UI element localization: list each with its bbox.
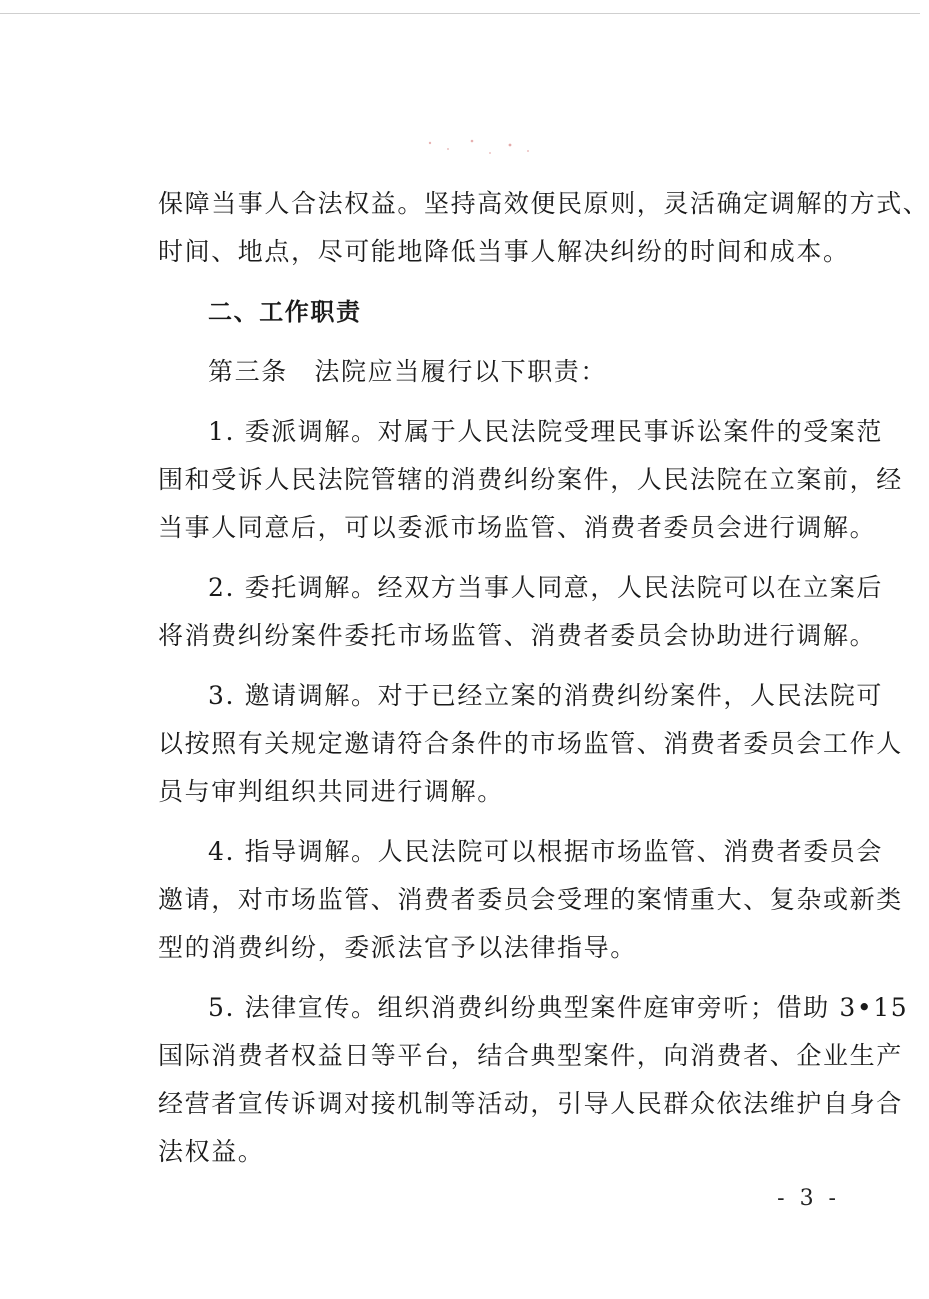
- top-scan-edge: [0, 13, 920, 14]
- paragraph-line: 将消费纠纷案件委托市场监管、消费者委员会协助进行调解。: [158, 621, 877, 650]
- paragraph-line: 当事人同意后，可以委派市场监管、消费者委员会进行调解。: [158, 513, 877, 542]
- faint-stamp-mark: [420, 135, 540, 161]
- paragraph-line: 法权益。: [158, 1137, 265, 1166]
- paragraph-line: 时间、地点，尽可能地降低当事人解决纠纷的时间和成本。: [158, 237, 850, 266]
- paragraph-line: 国际消费者权益日等平台，结合典型案件，向消费者、企业生产: [158, 1041, 903, 1070]
- duty-item-5: 5. 法律宣传。组织消费纠纷典型案件庭审旁听；借助 3•15: [208, 993, 909, 1022]
- paragraph-line: 员与审判组织共同进行调解。: [158, 777, 504, 806]
- document-body: [158, 180, 929, 1176]
- paragraph-line: 以按照有关规定邀请符合条件的市场监管、消费者委员会工作人: [158, 729, 903, 758]
- paragraph-line: 型的消费纠纷，委派法官予以法律指导。: [158, 933, 637, 962]
- paragraph-line: 经营者宣传诉调对接机制等活动，引导人民群众依法维护自身合: [158, 1089, 903, 1118]
- paragraph-line: 保障当事人合法权益。坚持高效便民原则，灵活确定调解的方式、: [158, 189, 929, 218]
- duty-item-1: 1. 委派调解。对属于人民法院受理民事诉讼案件的受案范: [208, 417, 884, 446]
- duty-item-3: 3. 邀请调解。对于已经立案的消费纠纷案件，人民法院可: [208, 681, 884, 710]
- paragraph-line: 围和受诉人民法院管辖的消费纠纷案件，人民法院在立案前，经: [158, 465, 903, 494]
- page-number: - 3 -: [777, 1186, 840, 1211]
- duty-item-2: 2. 委托调解。经双方当事人同意，人民法院可以在立案后: [208, 573, 884, 602]
- paragraph-line: 邀请，对市场监管、消费者委员会受理的案情重大、复杂或新类: [158, 885, 903, 914]
- duty-item-4: 4. 指导调解。人民法院可以根据市场监管、消费者委员会: [208, 837, 884, 866]
- section-heading: 二、工作职责: [208, 298, 362, 326]
- article-heading: 第三条 法院应当履行以下职责：: [208, 357, 608, 386]
